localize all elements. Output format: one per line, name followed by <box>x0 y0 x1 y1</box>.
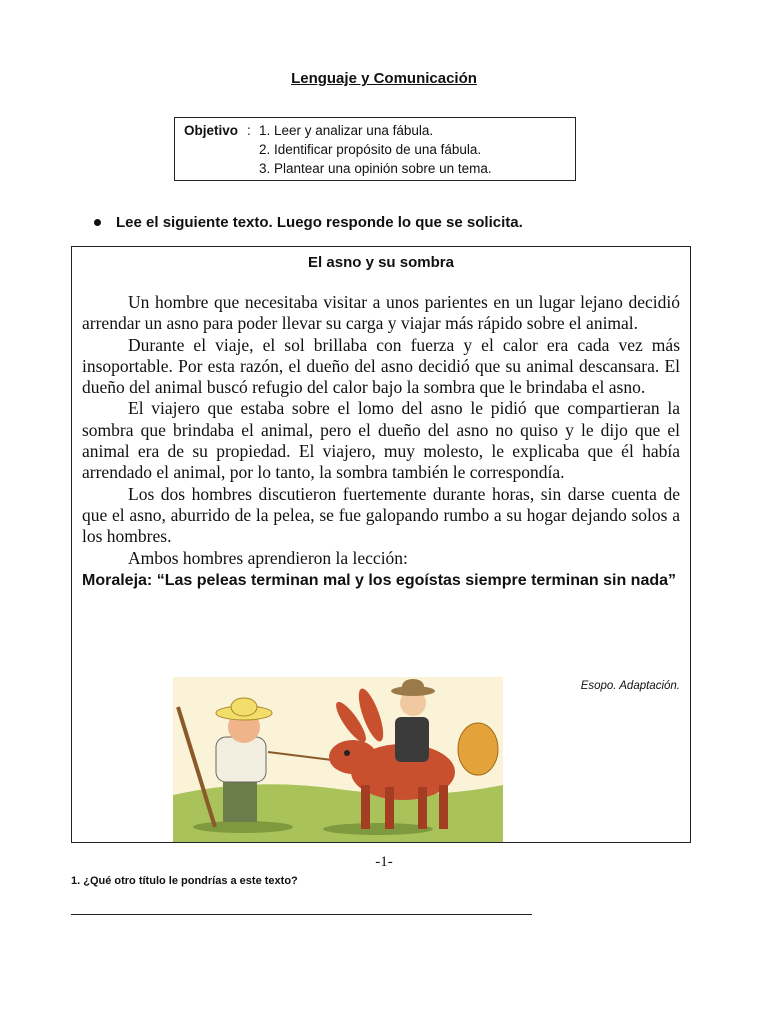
story-title: El asno y su sombra <box>308 254 454 271</box>
moral-label: Moraleja <box>82 571 147 589</box>
page-title: Lenguaje y Comunicación <box>291 70 477 87</box>
moral-separator: : <box>146 571 153 589</box>
instruction-line <box>94 214 523 231</box>
objective-item-1: 1. Leer y analizar una fábula. <box>259 123 434 138</box>
objective-item-3: 3. Plantear una opinión sobre un tema. <box>259 161 492 176</box>
author-credit: Esopo. Adaptación. <box>580 680 680 692</box>
objective-label: Objetivo <box>184 123 239 138</box>
story-text <box>82 292 680 591</box>
story-paragraph: El viajero que estaba sobre el lomo del asno le pidió que compartieran la sombra que brindaba el animal, pero el dueño del asno no quiso y le dijo que el animal era de su propiedad. El viajero, muy molesto, le explicaba que él había arrendado el animal, por lo tanto, la sombra también le correspondía. <box>82 398 680 483</box>
objective-item-2: 2. Identificar propósito de una fábula. <box>259 142 482 157</box>
story-paragraph: Los dos hombres discutieron fuertemente durante horas, sin darse cuenta de que el asno, aburrido de la pelea, se fue galopando rumbo a su hogar dejando solos a los hombres. <box>82 483 680 547</box>
story-paragraph: Durante el viaje, el sol brillaba con fuerza y el calor era cada vez más insoportable. Por esta razón, el dueño del asno decidió que su animal descansara. El dueño del animal buscó refugio del calor bajo la sombra que le brindaba el asno. <box>82 334 680 398</box>
objective-box <box>174 117 576 181</box>
objective-colon: : <box>247 123 251 138</box>
bullet-icon <box>94 219 101 226</box>
moral-line <box>82 570 680 591</box>
instruction-text: Lee el siguiente texto. Luego responde lo que se solicita. <box>116 214 523 231</box>
story-box <box>71 246 691 843</box>
grass <box>173 784 503 842</box>
page-number: -1- <box>375 854 393 870</box>
moral-text: “Las peleas terminan mal y los egoístas siempre terminan sin nada” <box>156 571 677 589</box>
fable-illustration <box>173 677 503 842</box>
story-paragraph: Un hombre que necesitaba visitar a unos parientes en un lugar lejano decidió arrendar un asno para poder llevar su carga y viajar más rápido sobre el animal. <box>82 292 680 334</box>
answer-line[interactable] <box>71 914 532 915</box>
lesson-intro: Ambos hombres aprendieron la lección: <box>128 547 408 568</box>
question-1: 1. ¿Qué otro título le pondrías a este texto? <box>71 875 298 887</box>
